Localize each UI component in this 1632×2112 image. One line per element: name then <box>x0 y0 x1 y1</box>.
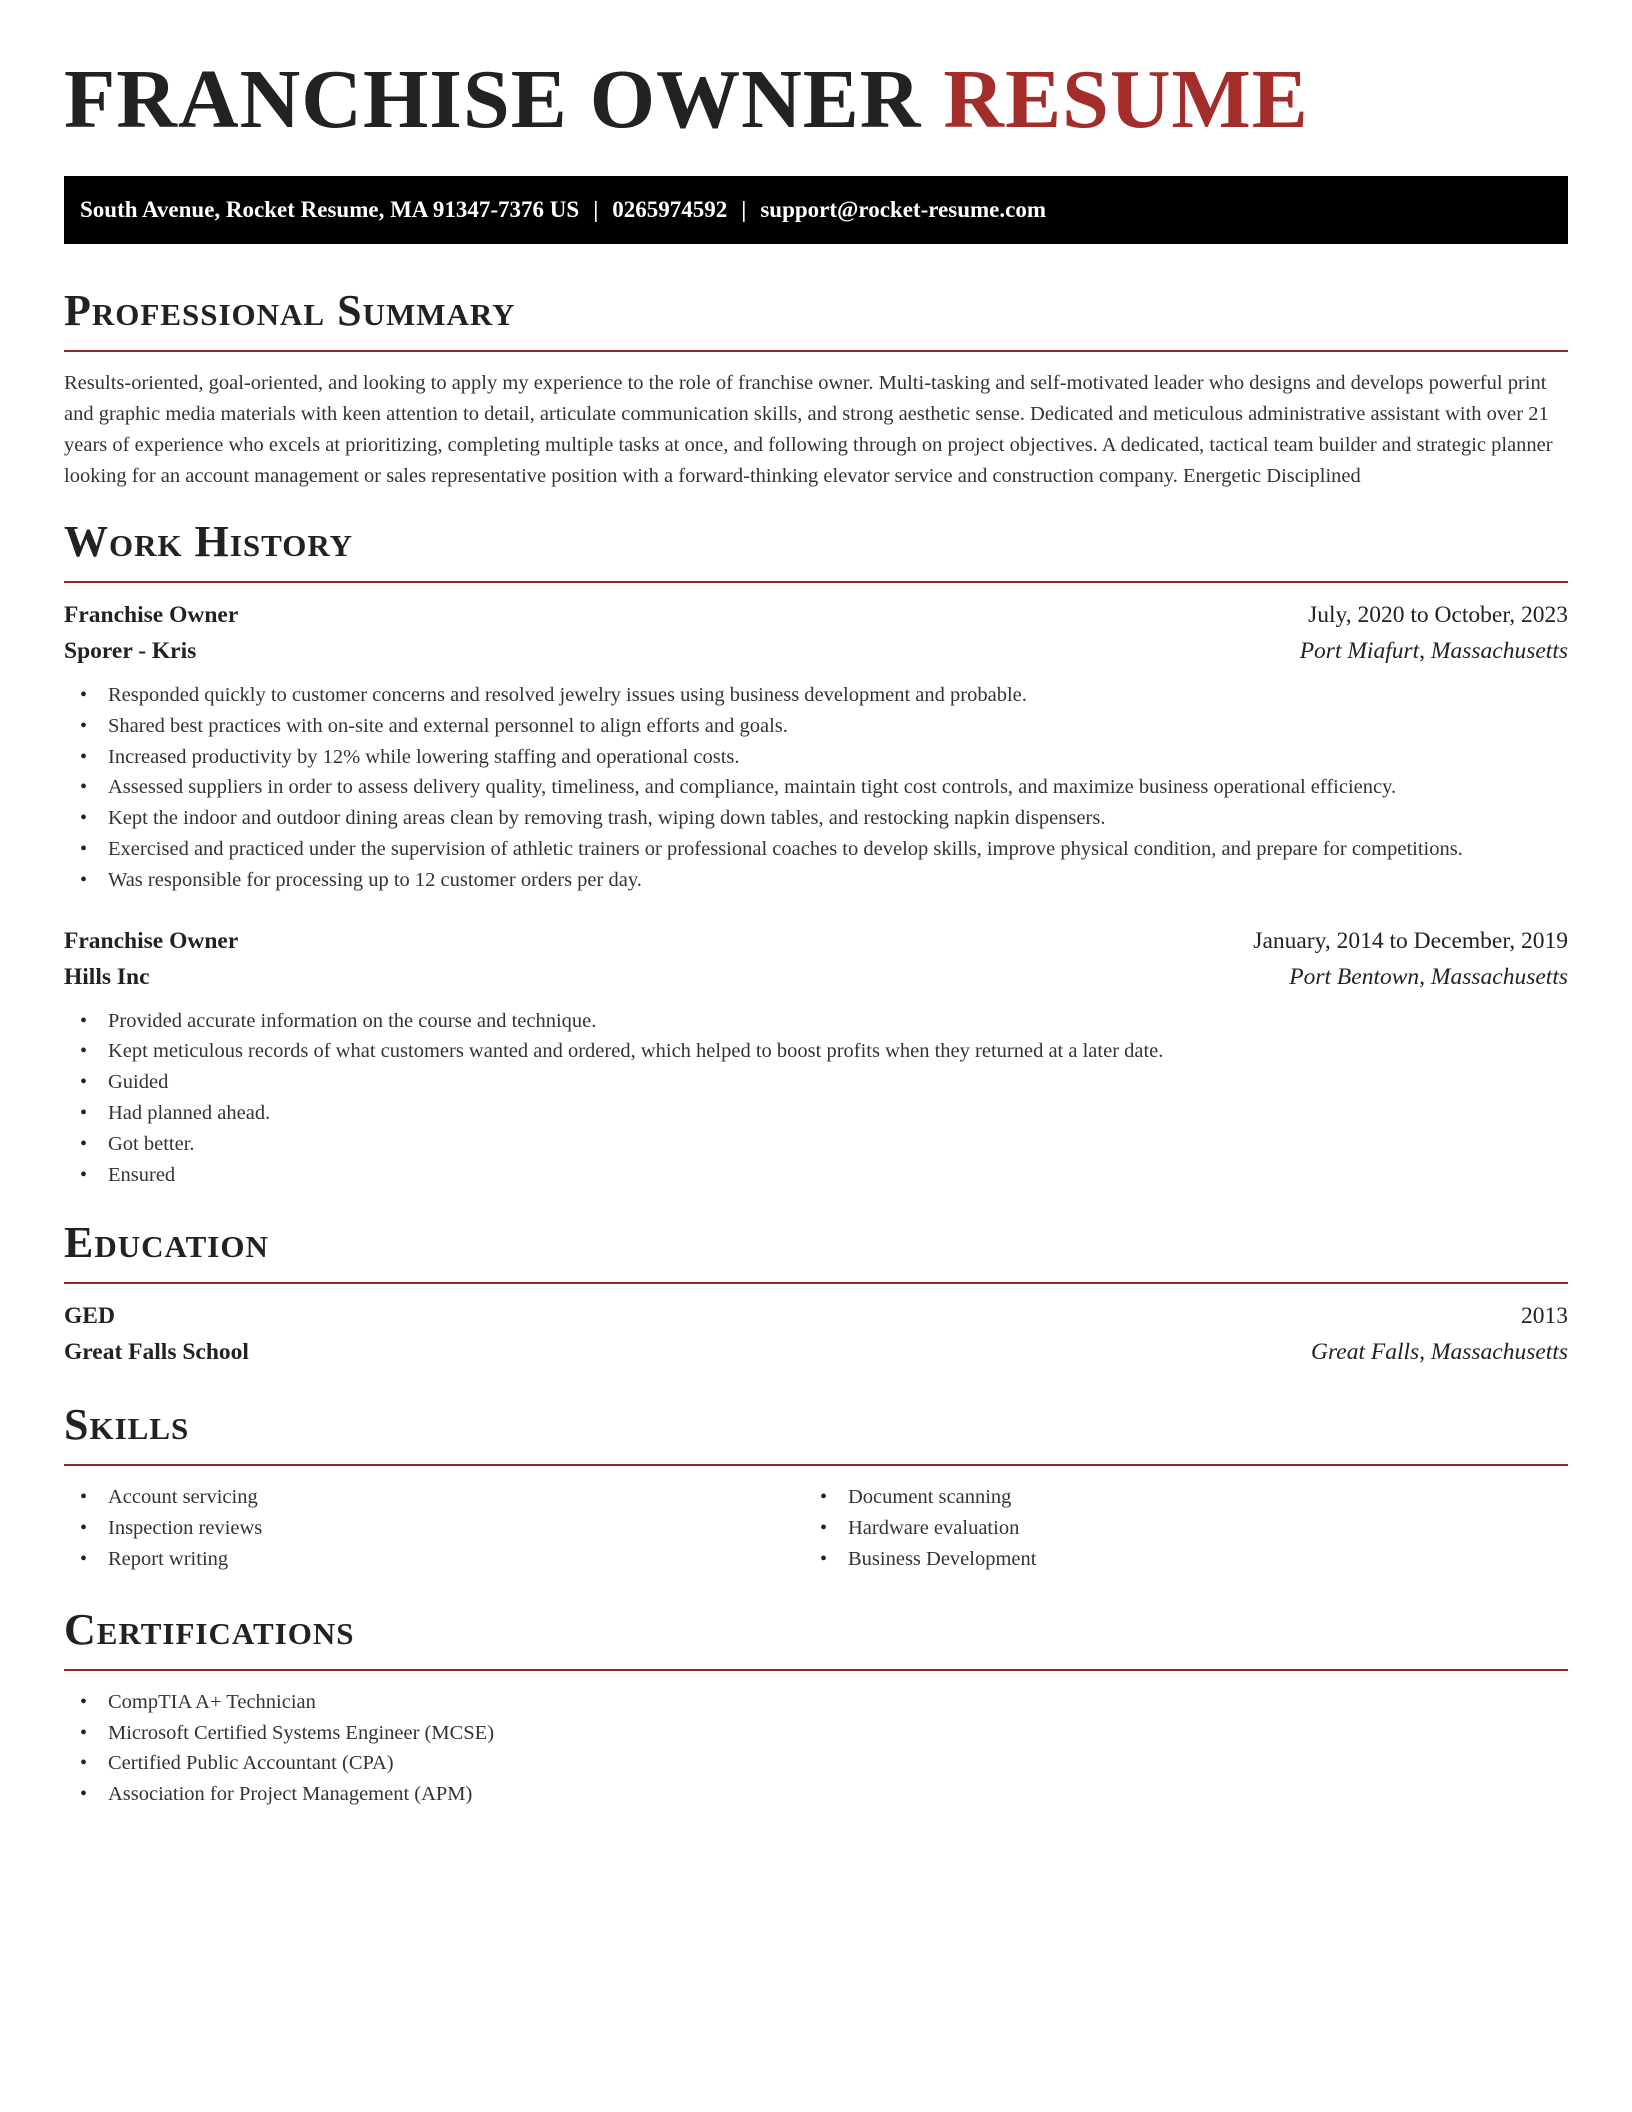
education-entry <box>64 1298 1568 1370</box>
list-item: • Had planned ahead. <box>80 1098 1568 1129</box>
resume-title <box>64 0 1568 146</box>
list-item: • Shared best practices with on-site and external personnel to align efforts and goals. <box>80 711 1568 742</box>
contact-address: South Avenue, Rocket Resume, MA 91347-7376 US <box>80 197 580 222</box>
title-main: FRANCHISE OWNER <box>64 53 922 146</box>
skills-section <box>64 1400 1568 1574</box>
section-heading-summary: Professional Summary <box>64 286 516 335</box>
job-bullets <box>64 1006 1568 1191</box>
list-item: • Was responsible for processing up to 12 customer orders per day. <box>80 865 1568 896</box>
job-title: Franchise Owner <box>64 927 239 954</box>
section-divider <box>64 1282 1568 1284</box>
contact-bar <box>64 176 1568 244</box>
contact-phone: 0265974592 <box>612 197 728 222</box>
list-item: • Inspection reviews <box>80 1513 804 1544</box>
section-heading-education: Education <box>64 1218 269 1268</box>
job-entry <box>64 923 1568 1191</box>
list-item: • Certified Public Accountant (CPA) <box>80 1748 1568 1779</box>
job-company: Hills Inc <box>64 963 150 990</box>
list-item: • Kept the indoor and outdoor dining areas clean by removing trash, wiping down tables, and restocking napkin dispensers. <box>80 803 1568 834</box>
list-item: • CompTIA A+ Technician <box>80 1687 1568 1718</box>
contact-separator: | <box>593 197 599 222</box>
skills-list-left <box>64 1482 804 1574</box>
education-degree: GED <box>64 1303 115 1330</box>
section-divider <box>64 350 1568 352</box>
job-entry <box>64 597 1568 896</box>
education-school: Great Falls School <box>64 1339 249 1366</box>
contact-email: support@rocket-resume.com <box>760 197 1046 222</box>
summary-section <box>64 286 1568 492</box>
list-item: • Microsoft Certified Systems Engineer (MCSE) <box>80 1718 1568 1749</box>
summary-text: Results-oriented, goal-oriented, and looking to apply my experience to the role of franchise owner. Multi-tasking and self-motivated leader who designs and develops powerful print and graphic media materials with keen attention to detail, articulate communication skills, and strong aesthetic sense. Dedicated and meticulous administrative assistant with over 21 years of experience who excels at prioritizing, completing multiple tasks at once, and following through on project objectives. A dedicated, tactical team builder and strategic planner looking for an account management or sales representative position with a forward-thinking elevator service and construction company. Energetic Disciplined <box>64 372 1553 487</box>
list-item: • Hardware evaluation <box>820 1513 1544 1544</box>
list-item: • Assessed suppliers in order to assess delivery quality, timeliness, and compliance, maintain tight cost controls, and maximize business operational efficiency. <box>80 772 1568 803</box>
job-company: Sporer - Kris <box>64 638 197 664</box>
job-dates: July, 2020 to October, 2023 <box>1308 602 1568 628</box>
education-year: 2013 <box>1521 1303 1568 1330</box>
job-dates: January, 2014 to December, 2019 <box>1253 927 1568 954</box>
section-divider <box>64 1464 1568 1466</box>
list-item: • Responded quickly to customer concerns and resolved jewelry issues using business development and probable. <box>80 680 1568 711</box>
list-item: • Exercised and practiced under the supervision of athletic trainers or professional coaches to develop skills, improve physical condition, and prepare for competitions. <box>80 834 1568 865</box>
section-heading-skills: Skills <box>64 1400 190 1450</box>
title-accent: RESUME <box>943 53 1309 146</box>
list-item: • Increased productivity by 12% while lowering staffing and operational costs. <box>80 742 1568 773</box>
job-location: Port Bentown, Massachusetts <box>1289 963 1568 990</box>
list-item: • Ensured <box>80 1160 1568 1191</box>
job-location: Port Miafurt, Massachusetts <box>1299 638 1568 664</box>
list-item: • Got better. <box>80 1129 1568 1160</box>
list-item: • Report writing <box>80 1544 804 1575</box>
list-item: • Provided accurate information on the course and technique. <box>80 1006 1568 1037</box>
resume-page <box>64 0 1568 1810</box>
section-heading-work-history: Work History <box>64 517 354 566</box>
education-location: Great Falls, Massachusetts <box>1311 1339 1568 1366</box>
job-title: Franchise Owner <box>64 602 239 628</box>
list-item: • Guided <box>80 1067 1568 1098</box>
list-item: • Document scanning <box>820 1482 1544 1513</box>
certifications-list <box>64 1687 1568 1810</box>
job-bullets <box>64 680 1568 896</box>
skills-list-right <box>804 1482 1544 1574</box>
section-heading-certifications: Certifications <box>64 1604 355 1654</box>
section-divider <box>64 581 1568 583</box>
list-item: • Kept meticulous records of what customers wanted and ordered, which helped to boost profits when they returned at a later date. <box>80 1036 1568 1067</box>
skills-grid <box>64 1482 1568 1574</box>
contact-separator: | <box>741 197 747 222</box>
work-history-section <box>64 517 1568 1190</box>
certifications-section <box>64 1605 1568 1810</box>
list-item: • Account servicing <box>80 1482 804 1513</box>
section-divider <box>64 1669 1568 1671</box>
education-section <box>64 1218 1568 1370</box>
list-item: • Association for Project Management (APM) <box>80 1779 1568 1810</box>
list-item: • Business Development <box>820 1544 1544 1575</box>
